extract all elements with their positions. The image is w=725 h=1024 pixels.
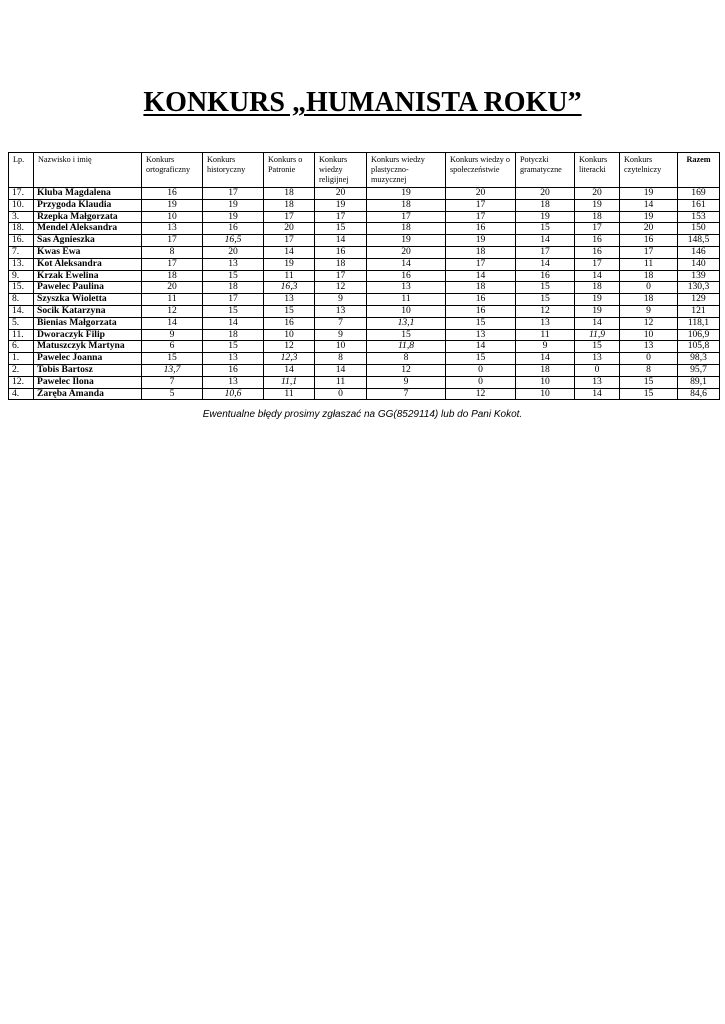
cell-score: 14	[446, 341, 516, 353]
table-row	[9, 364, 720, 376]
cell-total: 153	[678, 211, 720, 223]
cell-score: 18	[367, 199, 446, 211]
cell-score: 16	[575, 235, 620, 247]
cell-score: 14	[575, 388, 620, 400]
table-row	[9, 235, 720, 247]
cell-score: 18	[142, 270, 203, 282]
cell-total: 106,9	[678, 329, 720, 341]
cell-score: 13	[264, 294, 315, 306]
cell-score: 13	[203, 258, 264, 270]
table-row	[9, 317, 720, 329]
cell-score: 20	[315, 188, 367, 200]
cell-lp: 15.	[9, 282, 34, 294]
table-row	[9, 246, 720, 258]
cell-score: 15	[367, 329, 446, 341]
cell-score: 14	[516, 235, 575, 247]
cell-lp: 4.	[9, 388, 34, 400]
page-title: KONKURS „HUMANISTA ROKU”	[143, 87, 582, 118]
cell-score: 7	[315, 317, 367, 329]
cell-score: 17	[315, 211, 367, 223]
cell-score: 0	[620, 353, 678, 365]
cell-total: 98,3	[678, 353, 720, 365]
column-header: Potyczki gramatyczne	[516, 153, 575, 188]
cell-score: 9	[620, 305, 678, 317]
cell-score: 19	[203, 199, 264, 211]
cell-score: 20	[264, 223, 315, 235]
cell-name: Kwas Ewa	[34, 246, 142, 258]
cell-name: Dworaczyk Filip	[34, 329, 142, 341]
cell-name: Pawelec Joanna	[34, 353, 142, 365]
results-table	[8, 152, 720, 400]
cell-name: Krzak Ewelina	[34, 270, 142, 282]
cell-score: 14	[315, 364, 367, 376]
cell-lp: 10.	[9, 199, 34, 211]
cell-score: 10	[516, 388, 575, 400]
cell-score: 20	[575, 188, 620, 200]
cell-score: 13	[203, 353, 264, 365]
cell-score: 14	[203, 317, 264, 329]
cell-score: 19	[315, 199, 367, 211]
cell-score: 10	[367, 305, 446, 317]
cell-score: 17	[446, 199, 516, 211]
cell-score: 13	[203, 376, 264, 388]
table-row	[9, 270, 720, 282]
cell-name: Kluba Magdalena	[34, 188, 142, 200]
cell-total: 139	[678, 270, 720, 282]
table-row	[9, 258, 720, 270]
cell-score: 11,1	[264, 376, 315, 388]
cell-score: 17	[446, 211, 516, 223]
cell-score: 0	[315, 388, 367, 400]
cell-score: 18	[264, 199, 315, 211]
cell-score: 17	[142, 235, 203, 247]
table-row	[9, 376, 720, 388]
cell-score: 20	[516, 188, 575, 200]
cell-score: 19	[203, 211, 264, 223]
cell-lp: 8.	[9, 294, 34, 306]
cell-total: 121	[678, 305, 720, 317]
cell-total: 161	[678, 199, 720, 211]
cell-score: 9	[142, 329, 203, 341]
cell-score: 17	[516, 246, 575, 258]
cell-score: 12	[264, 341, 315, 353]
cell-score: 12	[367, 364, 446, 376]
cell-score: 18	[575, 282, 620, 294]
cell-score: 19	[516, 211, 575, 223]
cell-score: 14	[446, 270, 516, 282]
cell-score: 14	[142, 317, 203, 329]
cell-lp: 11.	[9, 329, 34, 341]
table-header-row	[9, 153, 720, 188]
cell-name: Kot Aleksandra	[34, 258, 142, 270]
cell-score: 16	[142, 188, 203, 200]
cell-score: 12	[516, 305, 575, 317]
cell-total: 89,1	[678, 376, 720, 388]
cell-lp: 12.	[9, 376, 34, 388]
cell-score: 16	[446, 294, 516, 306]
cell-score: 13,1	[367, 317, 446, 329]
cell-lp: 6.	[9, 341, 34, 353]
column-header: Konkurs wiedzy plastyczno-muzycznej	[367, 153, 446, 188]
cell-score: 18	[446, 246, 516, 258]
cell-score: 0	[620, 282, 678, 294]
cell-name: Rzepka Małgorzata	[34, 211, 142, 223]
cell-score: 18	[516, 364, 575, 376]
cell-score: 19	[620, 188, 678, 200]
cell-score: 18	[315, 258, 367, 270]
cell-score: 13	[367, 282, 446, 294]
cell-score: 0	[446, 376, 516, 388]
cell-score: 14	[575, 270, 620, 282]
cell-score: 11	[264, 388, 315, 400]
cell-score: 18	[620, 294, 678, 306]
cell-score: 11	[367, 294, 446, 306]
cell-score: 15	[516, 223, 575, 235]
table-row	[9, 282, 720, 294]
cell-score: 19	[575, 199, 620, 211]
cell-score: 14	[516, 258, 575, 270]
cell-score: 15	[620, 388, 678, 400]
cell-score: 16	[367, 270, 446, 282]
cell-name: Pawelec Ilona	[34, 376, 142, 388]
cell-name: Bienias Małgorzata	[34, 317, 142, 329]
cell-score: 18	[446, 282, 516, 294]
cell-score: 15	[203, 270, 264, 282]
table-row	[9, 199, 720, 211]
cell-lp: 5.	[9, 317, 34, 329]
cell-score: 18	[367, 223, 446, 235]
cell-score: 16	[203, 223, 264, 235]
cell-score: 15	[142, 353, 203, 365]
cell-score: 17	[264, 211, 315, 223]
cell-score: 12	[620, 317, 678, 329]
cell-score: 17	[142, 258, 203, 270]
cell-score: 10,6	[203, 388, 264, 400]
cell-name: Przygoda Klaudia	[34, 199, 142, 211]
cell-lp: 13.	[9, 258, 34, 270]
cell-score: 10	[315, 341, 367, 353]
cell-lp: 2.	[9, 364, 34, 376]
cell-score: 13	[620, 341, 678, 353]
table-row	[9, 353, 720, 365]
cell-score: 14	[516, 353, 575, 365]
column-header: Konkurs wiedzy religijnej	[315, 153, 367, 188]
cell-score: 14	[620, 199, 678, 211]
column-header: Konkurs czytelniczy	[620, 153, 678, 188]
cell-score: 17	[203, 188, 264, 200]
cell-score: 20	[620, 223, 678, 235]
cell-score: 10	[264, 329, 315, 341]
cell-total: 105,8	[678, 341, 720, 353]
cell-score: 17	[203, 294, 264, 306]
cell-score: 18	[620, 270, 678, 282]
cell-score: 16	[264, 317, 315, 329]
cell-score: 12	[315, 282, 367, 294]
cell-score: 17	[367, 211, 446, 223]
cell-score: 15	[620, 376, 678, 388]
cell-score: 13	[575, 376, 620, 388]
column-header: Konkurs o Patronie	[264, 153, 315, 188]
cell-score: 19	[446, 235, 516, 247]
cell-score: 19	[575, 305, 620, 317]
cell-score: 16	[620, 235, 678, 247]
column-header: Konkurs historyczny	[203, 153, 264, 188]
table-row	[9, 329, 720, 341]
column-header-total: Razem	[678, 153, 720, 188]
cell-score: 5	[142, 388, 203, 400]
table-row	[9, 223, 720, 235]
cell-score: 19	[575, 294, 620, 306]
cell-score: 18	[203, 282, 264, 294]
cell-score: 15	[575, 341, 620, 353]
cell-score: 13	[446, 329, 516, 341]
cell-score: 9	[315, 329, 367, 341]
cell-score: 14	[264, 364, 315, 376]
cell-score: 8	[367, 353, 446, 365]
cell-lp: 7.	[9, 246, 34, 258]
cell-score: 6	[142, 341, 203, 353]
cell-score: 9	[315, 294, 367, 306]
cell-total: 129	[678, 294, 720, 306]
cell-score: 17	[264, 235, 315, 247]
cell-name: Szyszka Wioletta	[34, 294, 142, 306]
cell-lp: 17.	[9, 188, 34, 200]
cell-score: 19	[142, 199, 203, 211]
cell-name: Matuszczyk Martyna	[34, 341, 142, 353]
cell-total: 169	[678, 188, 720, 200]
cell-score: 8	[142, 246, 203, 258]
cell-total: 130,3	[678, 282, 720, 294]
cell-score: 18	[516, 199, 575, 211]
cell-name: Tobis Bartosz	[34, 364, 142, 376]
cell-name: Socik Katarzyna	[34, 305, 142, 317]
cell-score: 11	[620, 258, 678, 270]
cell-score: 13	[315, 305, 367, 317]
table-row	[9, 388, 720, 400]
cell-total: 150	[678, 223, 720, 235]
cell-score: 17	[620, 246, 678, 258]
cell-score: 17	[446, 258, 516, 270]
cell-score: 14	[264, 246, 315, 258]
cell-lp: 9.	[9, 270, 34, 282]
cell-lp: 3.	[9, 211, 34, 223]
cell-name: Zaręba Amanda	[34, 388, 142, 400]
column-header: Nazwisko i imię	[34, 153, 142, 188]
cell-score: 14	[575, 317, 620, 329]
cell-score: 13,7	[142, 364, 203, 376]
cell-score: 0	[446, 364, 516, 376]
cell-score: 13	[142, 223, 203, 235]
cell-total: 118,1	[678, 317, 720, 329]
cell-score: 18	[264, 188, 315, 200]
cell-score: 15	[446, 317, 516, 329]
results-table-body	[9, 188, 720, 400]
column-header: Konkurs ortograficzny	[142, 153, 203, 188]
cell-score: 20	[142, 282, 203, 294]
cell-score: 19	[367, 188, 446, 200]
cell-score: 15	[446, 353, 516, 365]
cell-score: 16	[446, 223, 516, 235]
cell-score: 15	[516, 294, 575, 306]
cell-score: 7	[142, 376, 203, 388]
cell-lp: 16.	[9, 235, 34, 247]
cell-name: Mendel Aleksandra	[34, 223, 142, 235]
cell-score: 19	[620, 211, 678, 223]
cell-score: 16,3	[264, 282, 315, 294]
cell-score: 16	[315, 246, 367, 258]
cell-score: 16	[516, 270, 575, 282]
cell-score: 11	[516, 329, 575, 341]
cell-score: 20	[367, 246, 446, 258]
footnote: Ewentualne błędy prosimy zgłaszać na GG(8529114) lub do Pani Kokot.	[202, 409, 523, 420]
cell-score: 20	[203, 246, 264, 258]
cell-score: 12	[142, 305, 203, 317]
cell-score: 16	[446, 305, 516, 317]
cell-score: 14	[315, 235, 367, 247]
cell-total: 140	[678, 258, 720, 270]
cell-score: 11,8	[367, 341, 446, 353]
cell-name: Sas Agnieszka	[34, 235, 142, 247]
cell-score: 16,5	[203, 235, 264, 247]
cell-score: 17	[315, 270, 367, 282]
cell-score: 15	[264, 305, 315, 317]
cell-score: 10	[516, 376, 575, 388]
cell-score: 15	[516, 282, 575, 294]
cell-score: 13	[575, 353, 620, 365]
cell-score: 8	[315, 353, 367, 365]
cell-score: 8	[620, 364, 678, 376]
cell-score: 10	[620, 329, 678, 341]
table-row	[9, 188, 720, 200]
column-header: Konkurs literacki	[575, 153, 620, 188]
cell-score: 17	[575, 258, 620, 270]
cell-score: 18	[203, 329, 264, 341]
cell-score: 15	[315, 223, 367, 235]
cell-score: 11,9	[575, 329, 620, 341]
cell-score: 11	[264, 270, 315, 282]
table-row	[9, 341, 720, 353]
cell-score: 16	[203, 364, 264, 376]
table-row	[9, 305, 720, 317]
cell-score: 19	[367, 235, 446, 247]
cell-total: 95,7	[678, 364, 720, 376]
column-header: Konkurs wiedzy o społeczeństwie	[446, 153, 516, 188]
cell-score: 15	[203, 305, 264, 317]
cell-score: 13	[516, 317, 575, 329]
table-row	[9, 294, 720, 306]
cell-score: 12	[446, 388, 516, 400]
cell-score: 9	[516, 341, 575, 353]
table-row	[9, 211, 720, 223]
cell-score: 11	[315, 376, 367, 388]
cell-name: Pawelec Paulina	[34, 282, 142, 294]
cell-lp: 14.	[9, 305, 34, 317]
cell-score: 20	[446, 188, 516, 200]
cell-score: 10	[142, 211, 203, 223]
cell-lp: 1.	[9, 353, 34, 365]
cell-total: 84,6	[678, 388, 720, 400]
cell-total: 148,5	[678, 235, 720, 247]
cell-score: 11	[142, 294, 203, 306]
cell-score: 12,3	[264, 353, 315, 365]
cell-score: 7	[367, 388, 446, 400]
cell-score: 14	[367, 258, 446, 270]
cell-score: 19	[264, 258, 315, 270]
cell-total: 146	[678, 246, 720, 258]
cell-score: 0	[575, 364, 620, 376]
cell-score: 18	[575, 211, 620, 223]
cell-score: 9	[367, 376, 446, 388]
cell-score: 16	[575, 246, 620, 258]
column-header: Lp.	[9, 153, 34, 188]
cell-lp: 18.	[9, 223, 34, 235]
cell-score: 15	[203, 341, 264, 353]
cell-score: 17	[575, 223, 620, 235]
